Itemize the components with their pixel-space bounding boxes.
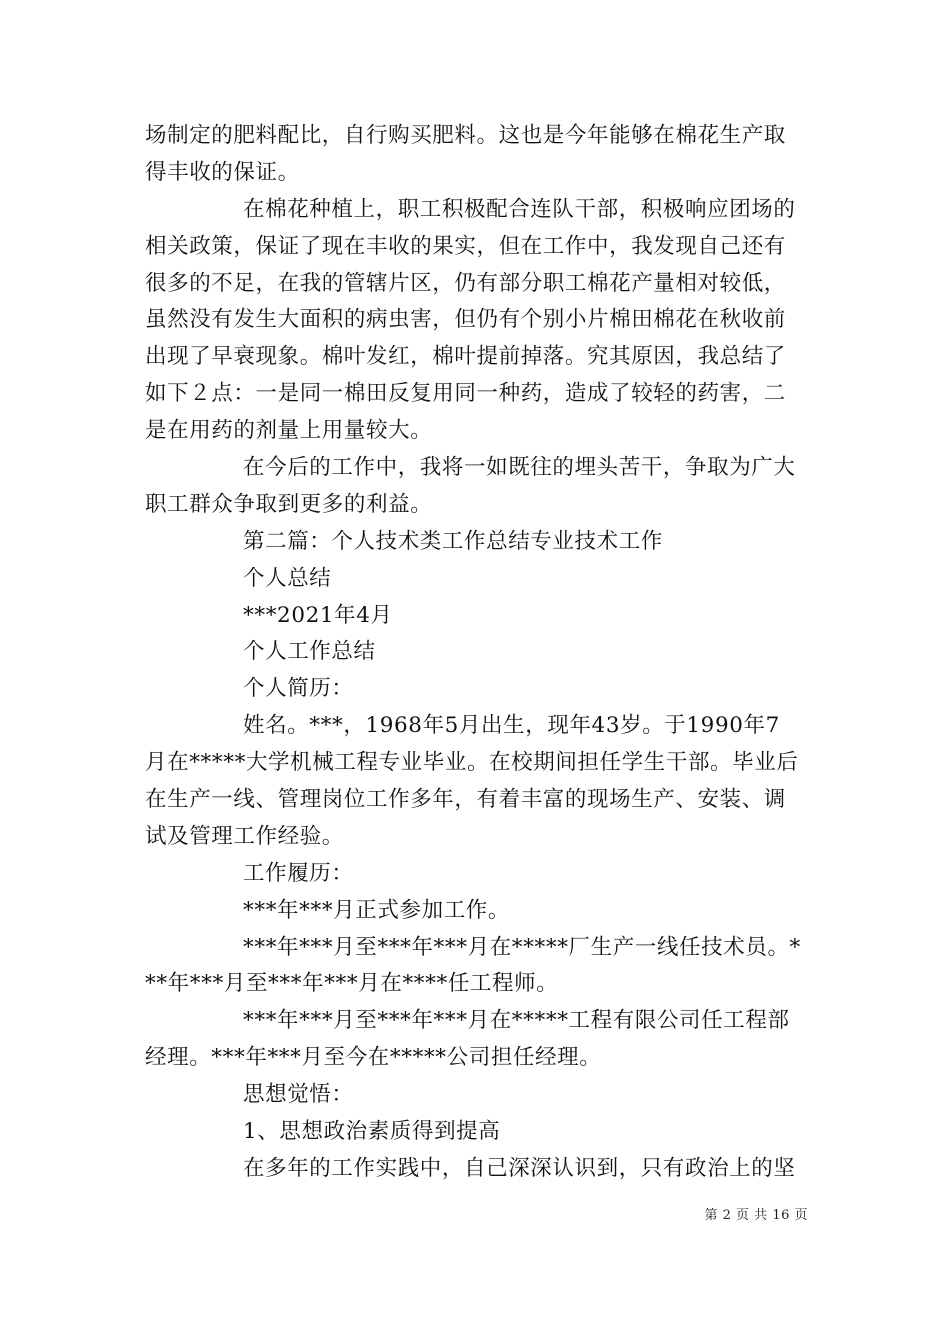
text-line: 相关政策，保证了现在丰收的果实，但在工作中，我发现自己还有 (145, 233, 786, 259)
paragraph-start: ***年***月至***年***月在*****工程有限公司任工程部 (243, 1008, 790, 1034)
text-line: 出现了早衰现象。棉叶发红，棉叶提前掉落。究其原因，我总结了 (145, 344, 786, 370)
text-line: 职工群众争取到更多的利益。 (145, 491, 433, 517)
text-line: 试及管理工作经验。 (145, 823, 344, 849)
numbered-heading: 1、思想政治素质得到提高 (243, 1119, 501, 1145)
document-body (145, 118, 810, 1188)
paragraph-start: 在棉花种植上，职工积极配合连队干部，积极响应团场的 (243, 196, 796, 222)
paragraph-start: ***年***月正式参加工作。 (243, 897, 511, 923)
text-line: 经理。***年***月至今在*****公司担任经理。 (145, 1045, 602, 1071)
paragraph-start: ***年***月至***年***月在*****厂生产一线任技术员。* (243, 934, 801, 960)
text-line: 场制定的肥料配比，自行购买肥料。这也是今年能够在棉花生产取 (145, 123, 786, 148)
paragraph-start: 在多年的工作实践中，自己深深认识到，只有政治上的坚 (243, 1155, 796, 1181)
subheading: 工作履历： (243, 860, 354, 886)
paragraph-start: 姓名。***，1968年5月出生，现年43岁。于1990年7 (243, 713, 780, 739)
text-line: 如下２点：一是同一棉田反复用同一种药，造成了较轻的药害，二 (145, 381, 786, 407)
text-line: 得丰收的保证。 (145, 159, 300, 185)
subheading: 思想觉悟： (243, 1082, 354, 1108)
text-line: 虽然没有发生大面积的病虫害，但仍有个别小片棉田棉花在秋收前 (145, 307, 786, 333)
text-line: 月在*****大学机械工程专业毕业。在校期间担任学生干部。毕业后 (145, 750, 799, 776)
date-line: ***2021年4月 (243, 602, 393, 628)
paragraph-start: 在今后的工作中，我将一如既往的埋头苦干，争取为广大 (243, 455, 796, 481)
heading-line: 个人总结 (243, 565, 332, 591)
text-line: 在生产一线、管理岗位工作多年，有着丰富的现场生产、安装、调 (145, 787, 786, 813)
section-heading: 第二篇：个人技术类工作总结专业技术工作 (243, 528, 663, 554)
subheading: 个人简历： (243, 676, 354, 702)
heading-line: 个人工作总结 (243, 639, 376, 665)
text-line: 很多的不足，在我的管辖片区，仍有部分职工棉花产量相对较低， (145, 270, 786, 296)
page-number: 第 2 页 共 16 页 (704, 1208, 808, 1223)
text-line: 是在用药的剂量上用量较大。 (145, 418, 433, 444)
text-line: **年***月至***年***月在****任工程师。 (145, 971, 559, 997)
